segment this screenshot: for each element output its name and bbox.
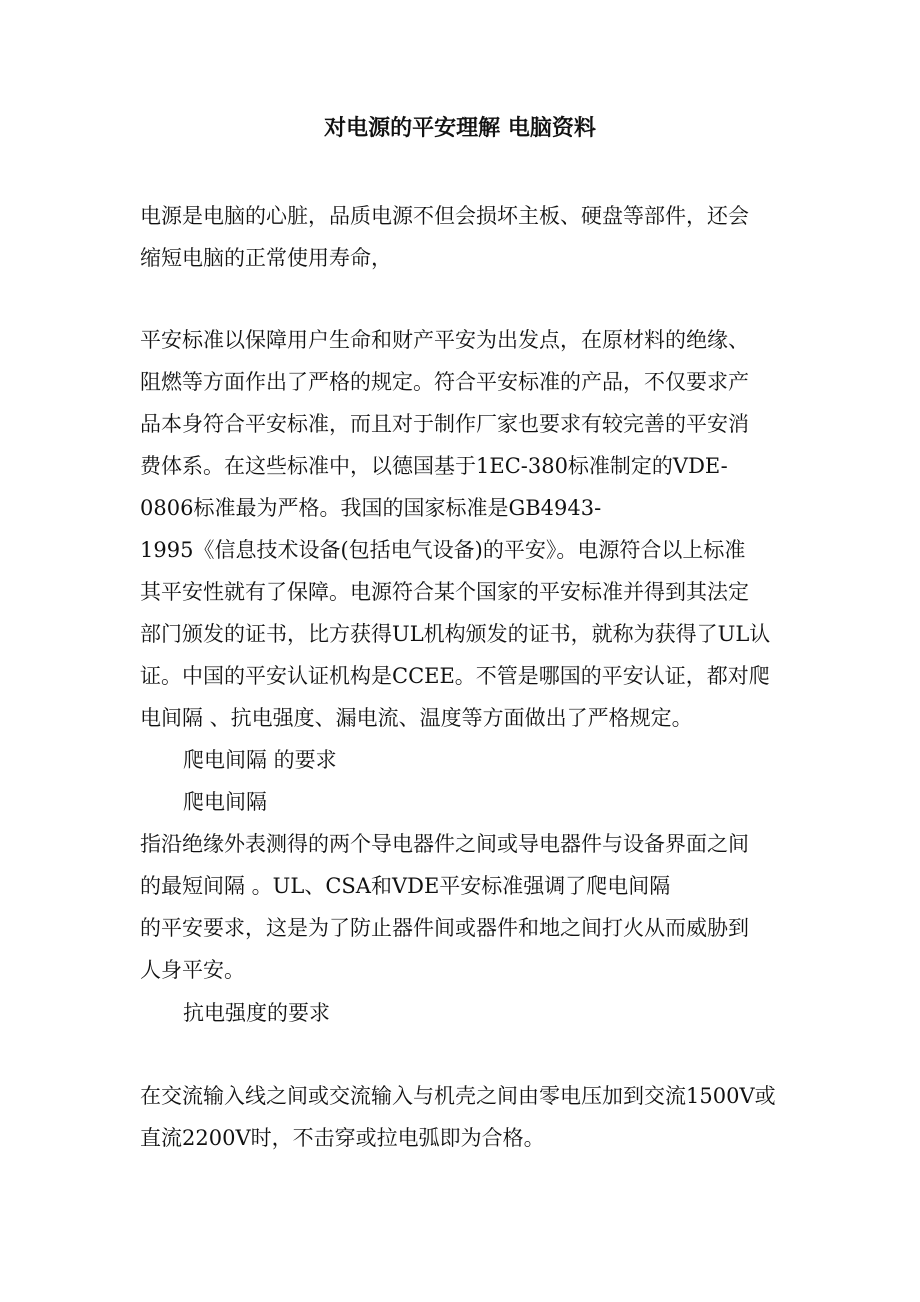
paragraph-line: 品本身符合平安标准，而且对于制作厂家也要求有较完善的平安消: [140, 412, 749, 436]
paragraph-line: 部门颁发的证书，比方获得UL机构颁发的证书，就称为获得了UL认: [140, 622, 771, 646]
section-heading: 爬电间隔 的要求: [183, 748, 337, 772]
paragraph-line: 在交流输入线之间或交流输入与机壳之间由零电压加到交流1500V或: [140, 1084, 776, 1108]
paragraph-line: 人身平安。: [140, 958, 245, 982]
paragraph-line: 的平安要求，这是为了防止器件间或器件和地之间打火从而威胁到: [140, 916, 749, 940]
paragraph-line: 平安标准以保障用户生命和财产平安为出发点，在原材料的绝缘、: [140, 328, 749, 352]
paragraph-line: 0806标准最为严格。我国的国家标准是GB4943-: [140, 496, 602, 520]
document-title: 对电源的平安理解 电脑资料: [324, 115, 596, 141]
paragraph-line: 缩短电脑的正常使用寿命，: [140, 246, 392, 270]
paragraph-line: 的最短间隔 。UL、CSA和VDE平安标准强调了爬电间隔: [140, 874, 671, 898]
paragraph-line: 1995《信息技术设备(包括电气设备)的平安》。电源符合以上标准: [140, 538, 746, 562]
paragraph-line: 费体系。在这些标准中，以德国基于1EC-380标准制定的VDE-: [140, 454, 728, 478]
paragraph-line: 阻燃等方面作出了严格的规定。符合平安标准的产品，不仅要求产: [140, 370, 749, 394]
paragraph-line: 其平安性就有了保障。电源符合某个国家的平安标准并得到其法定: [140, 580, 749, 604]
paragraph-line: 电源是电脑的心脏，品质电源不但会损坏主板、硬盘等部件，还会: [140, 204, 749, 228]
section-subheading: 爬电间隔: [183, 790, 267, 814]
paragraph-line: 直流2200V时，不击穿或拉电弧即为合格。: [140, 1126, 545, 1150]
paragraph-line: 证。中国的平安认证机构是CCEE。不管是哪国的平安认证，都对爬: [140, 664, 770, 688]
paragraph-line: 电间隔 、抗电强度、漏电流、温度等方面做出了严格规定。: [140, 706, 693, 730]
paragraph-line: 指沿绝缘外表测得的两个导电器件之间或导电器件与设备界面之间: [140, 832, 749, 856]
section-heading: 抗电强度的要求: [183, 1001, 330, 1025]
